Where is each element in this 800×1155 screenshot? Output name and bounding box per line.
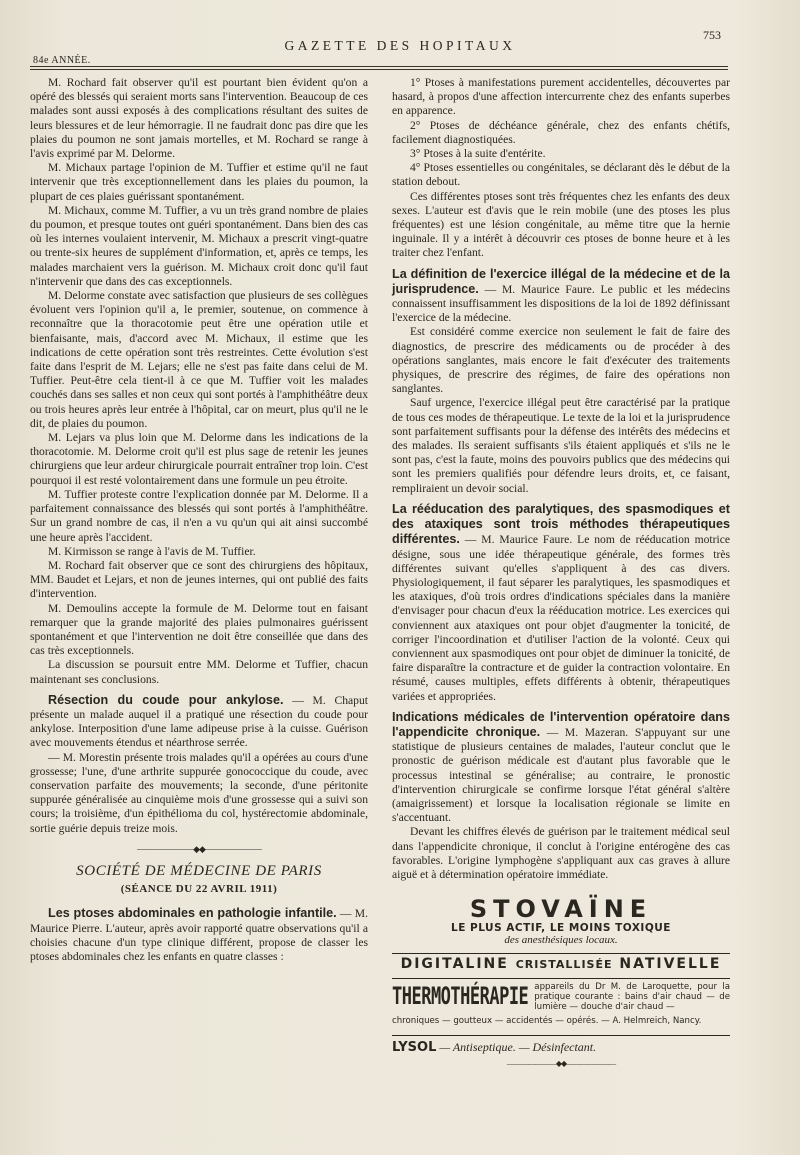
resection-article bbox=[30, 693, 368, 751]
paragraph: Devant les chiffres élevés de guérison par le traitement médical seul dans l'appendicite chronique, il conclut à l'origine entérogène des cas favorables. L'origine lymphogène s'appliquant aux cas graves à allure aiguë et à détermination opératoire immédiate. bbox=[392, 825, 730, 881]
thermotherapie-name: THERMOTHÉRAPIE bbox=[392, 983, 529, 1012]
ornament-separator: ———————◆◆——————— bbox=[137, 843, 261, 854]
paragraph: M. Kirmisson se range à l'avis de M. Tuffier. bbox=[48, 544, 256, 558]
digitaline-type: CRISTALLISÉE bbox=[515, 958, 613, 972]
ad-divider bbox=[392, 978, 730, 979]
article-body: — M. Maurice Faure. Le nom de rééducation motrice désigne, sous une idée thérapeutique générale, des formes très différentes suivant qu'elles s'appliquent à des cas divers. Physiologiquement, il faut séparer les paralytiques, les spasmodiques et les ataxiques, d'où trois ordres d'indications spéciales dans la manière d'envisager pour chacun d'eux la rééducation motrice. Les exercices qui conviennent aux ataxiques ont pour objet d'augmenter la tonicité, de corriger l'incoordination et d'utiliser l'action de la volonté. Ceux qui conviennent aux spasmodiques ont pour objet de diminuer la tonicité, de faire disparaître la contracture et de guider la contraction volontaire. En résumé, causes multiples, effets différents à obtenir, thérapeutiques variées et appropriées. bbox=[392, 533, 730, 703]
ad-divider bbox=[392, 1035, 730, 1036]
journal-title: GAZETTE DES HOPITAUX bbox=[284, 38, 516, 53]
paragraph: La discussion se poursuit entre MM. Delorme et Tuffier, chacun maintenant ses conclusions. bbox=[30, 658, 368, 686]
article-heading: La définition de l'exercice illégal de la médecine et de la jurisprudence. bbox=[392, 266, 730, 296]
paragraph: M. Demoulins accepte la formule de M. Delorme tout en faisant remarquer que la grande majorité des plaies pulmonaires guérissent spontanément et que l'intervention ne doit être conseillée que dans des cas très exceptionnels. bbox=[30, 601, 368, 658]
thermotherapie-text: appareils du Dr M. de Laroquette, pour la pratique courante : bains d'air chaud — de lumière — douche d'air chaud — bbox=[534, 982, 730, 1013]
lysol-ad bbox=[392, 1040, 730, 1055]
advertisements bbox=[392, 896, 730, 1071]
thermotherapie-footer: chroniques — goutteux — accidentés — opérés. — A. Helmreich, Nancy. bbox=[392, 1016, 702, 1027]
digitaline-brand: NATIVELLE bbox=[619, 956, 722, 973]
society-title: SOCIÉTÉ DE MÉDECINE DE PARIS bbox=[76, 862, 322, 879]
left-column bbox=[30, 76, 368, 964]
list-item: 1° Ptoses à manifestations purement accidentelles, découvertes par hasard, à propos d'une affection intercurrente chez des enfants superbes en apparence. bbox=[392, 76, 730, 118]
paragraph: M. Michaux, comme M. Tuffier, a vu un très grand nombre de plaies du poumon, et presque toutes ont guéri spontanément. Dans bien des cas où les internes voulaient intervenir, M. Michaux a prescrit vingt-quatre ou trente-six heures de supplément d'information, et, après ce temps, les malades marchaient vers la guérison. M. Michaux croit donc qu'il faut n'intervenir que dans des cas exceptionnels. bbox=[30, 203, 368, 288]
digitaline-name: DIGITALINE bbox=[400, 956, 509, 973]
stovaine-ad-title: STOVAÏNE bbox=[469, 895, 653, 924]
list-item: 4° Ptoses essentielles ou congénitales, se déclarant dès le début de la station debout. bbox=[392, 161, 730, 189]
article-body: — M. Maurice Faure. Le public et les médecins connaissent insuffisamment les dispositions de la loi de 1892 définissant l'exercice de la médecine. bbox=[392, 282, 730, 325]
ornament-separator: ———————◆◆——————— bbox=[506, 1058, 616, 1068]
paragraph: M. Tuffier proteste contre l'explication donnée par M. Delorme. Il a parfaitement connaissance des blessés qui sont portés à l'amphithéâtre. Sur un grand nombre de cas, il n'en a vu qu'un qui ait ainsi succombé une heure après l'accident. bbox=[30, 487, 368, 544]
list-item: 2° Ptoses de déchéance générale, chez des enfants chétifs, facilement diagnostiquées. bbox=[392, 118, 730, 146]
right-column bbox=[392, 76, 730, 1071]
appendicite-article bbox=[392, 710, 730, 826]
article-body: — M. Mazeran. S'appuyant sur une statistique de plusieurs centaines de malades, l'auteur conclut que le pronostic de guérison médicale est d'autant plus favorable que le processus intestinal se généralise; au contraire, le pronostic d'intervention chirurgicale se confirme lorsque l'état général s'altère (amaigrissement) et lorsque la localisation régionale se limite en s'accentuant. bbox=[392, 725, 731, 825]
article-heading: Les ptoses abdominales en pathologie infantile. bbox=[48, 906, 337, 921]
thermotherapie-ad bbox=[392, 982, 730, 1012]
article-body: — M. Maurice Pierre. L'auteur, après avoir rapporté quatre observations qu'il a choisies chacune d'un type clinique différent, propose de classer les ptoses abdominales chez les enfants en quatre classes : bbox=[30, 907, 368, 963]
paragraph: Est considéré comme exercice non seulement le fait de faire des diagnostics, de prescrire des médicaments ou de procéder à des opérations sanglantes, mais encore le fait d'exécuter des traitements physiques, de prescrire des régimes, de faire des opérations non sanglantes. bbox=[392, 325, 730, 396]
paragraph: M. Delorme constate avec satisfaction que plusieurs de ses collègues évoluent vers l'opinion qu'il a, le premier, soutenue, on commence à reconnaître que la thoracotomie peut être une opération utile et bienfaisante, mais, d'accord avec M. Michaux, il estime que les indications de cette opération sont très restreintes. Cette évolution s'est faite dans l'esprit de M. Lejars; elle ne s'est pas faite dans celui de M. Tuffier. Peut-être cela tient-il à ce que M. Tuffier voit les malades couchés dans ses salles et non ceux qui sont portés à l'amphithéâtre deux ou trois heures après leur entrée à l'hôpital, car on meurt, plus qu'il ne le dit, de plaies du poumon. bbox=[30, 289, 368, 430]
stovaine-ad-subtitle: LE PLUS ACTIF, LE MOINS TOXIQUE bbox=[451, 922, 671, 935]
society-date: (SÉANCE DU 22 AVRIL 1911) bbox=[120, 883, 278, 896]
paragraph: M. Lejars va plus loin que M. Delorme dans les indications de la thoracotomie. M. Delorme croit qu'il est plus sage de retenir les jeunes chirurgiens que leur ardeur chirurgicale pourrait entraîner trop loin. C'est pourquoi il est resté volontairement dans une formule un peu étroite. bbox=[30, 431, 368, 487]
article-heading: Résection du coude pour ankylose. bbox=[48, 692, 284, 707]
article-heading: Indications médicales de l'intervention opératoire dans l'appendicite chronique. bbox=[392, 709, 730, 739]
year-label: 84e ANNÉE. bbox=[33, 55, 91, 66]
article-heading: La rééducation des paralytiques, des spasmodiques et des ataxiques sont trois méthodes thérapeutiques différentes. bbox=[392, 501, 730, 547]
reeducation-article bbox=[392, 502, 730, 704]
digitaline-ad bbox=[392, 957, 730, 972]
paragraph: Sauf urgence, l'exercice illégal peut être caractérisé par la pratique de tous ces modes de thérapeutique. Le texte de la loi et la jurisprudence sont parfaitement suffisants pour la défense des intérêts des médecins et des malades. Ils seraient suffisants s'ils étaient appliqués et s'ils ne le sont pas, c'est la faute, moins des pouvoirs publics que des médecins qui sont les premiers qualifiés pour défendre leurs droits, et, ce faisant, rempliraient un devoir social. bbox=[392, 396, 730, 495]
header-rule-thin bbox=[30, 69, 728, 70]
lysol-tagline: — Antiseptique. — Désinfectant. bbox=[436, 1039, 597, 1054]
paragraph: Ces différentes ptoses sont très fréquentes chez les enfants des deux sexes. L'auteur est d'avis que le rein mobile (une des ptoses les plus fréquentes) est une lésion congénitale, au même titre que la hernie inguinale. Il y a intérêt à découvrir ces ptoses de bonne heure et à les traiter chez l'enfant. bbox=[392, 189, 730, 260]
header-rule bbox=[30, 66, 728, 67]
paragraph: M. Rochard fait observer qu'il est pourtant bien évident qu'on a opéré des blessés qui seraient morts sans l'intervention. Beaucoup de ces malades sont aussi exposés à des complications résultant des suites de leurs blessures et de leur hémorragie. Il ne faudrait donc pas dire que les plaies du poumon ne sont jamais mortelles, et M. Rochard se range à l'avis exprimé par M. Delorme. bbox=[30, 76, 368, 161]
paragraph: M. Michaux partage l'opinion de M. Tuffier et estime qu'il ne faut intervenir que très exceptionnellement dans les plaies du poumon, la plupart de ces plaies guérissant spontanément. bbox=[30, 161, 368, 203]
page-number: 753 bbox=[703, 28, 721, 42]
article-body: — M. Chaput présente un malade auquel il a pratiqué une résection du coude pour ankylose. Interposition d'une lame adipeuse prise à la cuisse. Guérison avec mouvements étendus et néarthrose serrée. bbox=[30, 693, 368, 750]
paragraph: — M. Morestin présente trois malades qu'il a opérées au cours d'une grossesse; l'une, d'une arthrite suppurée gonococcique du coude, avec conservation parfaite des mouvements; la seconde, d'une péritonite suppurée généralisée au cinquième mois d'une grossesse qui a suivi son cours; la troisième, d'un épithélioma du col, hystérectomie abdominale, sortie guérie depuis treize mois. bbox=[30, 750, 368, 835]
list-item: 3° Ptoses à la suite d'entérite. bbox=[410, 147, 546, 161]
definition-article bbox=[392, 267, 730, 326]
lysol-name: LYSOL bbox=[392, 1039, 437, 1055]
stovaine-ad-tagline: des anesthésiques locaux. bbox=[504, 934, 618, 947]
paragraph: M. Rochard fait observer que ce sont des chirurgiens des hôpitaux, MM. Baudet et Lejars, et non de jeunes internes, qui ont publié des faits d'intervention. bbox=[30, 558, 368, 601]
ad-divider bbox=[392, 953, 730, 954]
ptoses-article bbox=[30, 906, 368, 964]
